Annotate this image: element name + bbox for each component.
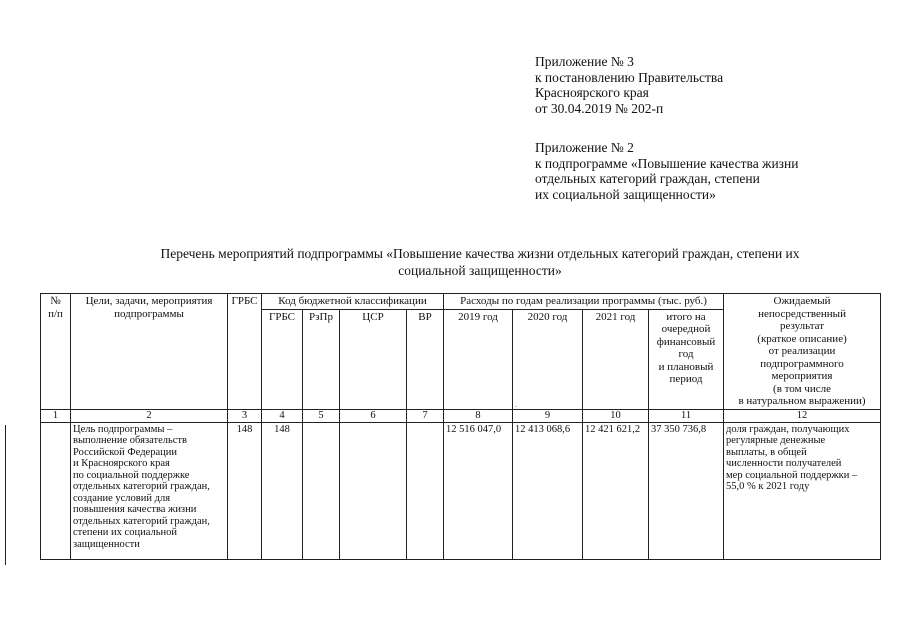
appendix-line: Приложение № 2 [535,140,634,155]
column-number: 9 [513,409,583,422]
header-code-csr: ЦСР [340,309,407,409]
header-row [41,294,881,310]
header-code-grbs: ГРБС [262,309,303,409]
header-grbs: ГРБС [228,294,262,410]
row-total: 37 350 736,8 [649,422,724,559]
column-number: 3 [228,409,262,422]
row-num [41,422,71,559]
column-number: 1 [41,409,71,422]
measures-table [40,293,881,560]
column-number: 8 [444,409,513,422]
appendix-line: от 30.04.2019 № 202-п [535,100,664,116]
appendix-line: Приложение № 3 [535,54,634,69]
row-2021: 12 421 621,2 [583,422,649,559]
appendix-3-caption [535,54,723,116]
row-2019: 12 516 047,0 [444,422,513,559]
appendix-line: их социальной защищенности» [535,186,716,202]
column-number: 10 [583,409,649,422]
column-number: 4 [262,409,303,422]
scan-dot: . [515,400,517,409]
header-2020: 2020 год [513,309,583,409]
header-num: № п/п [41,294,71,410]
header-code-rzpr: РзПр [303,309,340,409]
title-line: социальной защищенности» [398,263,562,278]
header-total: итого на очередной финансовый год и плановый период [649,309,724,409]
row-goal: Цель подпрограммы – выполнение обязательств Российской Федерации и Красноярского края по социальной поддержке отдельных категорий граждан, создание условий для повышения качества жизни отдельных категорий граждан, степени их социальной защищенности [71,422,228,559]
column-number: 2 [71,409,228,422]
margin-line [5,425,6,565]
row-code-vr [407,422,444,559]
header-2021: 2021 год [583,309,649,409]
document-title [60,245,900,279]
header-expected-result: Ожидаемый непосредственный результат (краткое описание) от реализации подпрограммного мероприятия (в том числе в натуральном выражении) [724,294,881,410]
title-line: Перечень мероприятий подпрограммы «Повышение качества жизни отдельных категорий граждан, степени их [160,246,800,261]
appendix-line: отдельных категорий граждан, степени [535,171,760,186]
row-2020: 12 413 068,6 [513,422,583,559]
column-number: 6 [340,409,407,422]
header-budget-code: Код бюджетной классификации [262,294,444,310]
column-number: 7 [407,409,444,422]
header-2019: 2019 год [444,309,513,409]
column-number: 11 [649,409,724,422]
column-number-row [41,409,881,422]
row-result: доля граждан, получающих регулярные денежные выплаты, в общей численности получателей мер социальной поддержки – 55,0 % к 2021 году [724,422,881,559]
header-goals: Цели, задачи, мероприятия подпрограммы [71,294,228,410]
row-code-csr [340,422,407,559]
column-number: 5 [303,409,340,422]
row-code-rzpr [303,422,340,559]
header-code-vr: ВР [407,309,444,409]
appendix-2-caption [535,140,798,202]
appendix-line: к постановлению Правительства [535,69,724,85]
column-number: 12 [724,409,881,422]
table-row [41,422,881,559]
row-grbs: 148 [228,422,262,559]
appendix-line: Красноярского края [535,85,649,100]
row-code-grbs: 148 [262,422,303,559]
appendix-line: к подпрограмме «Повышение качества жизни [535,155,799,171]
header-expenses: Расходы по годам реализации программы (тыс. руб.) [444,294,724,310]
